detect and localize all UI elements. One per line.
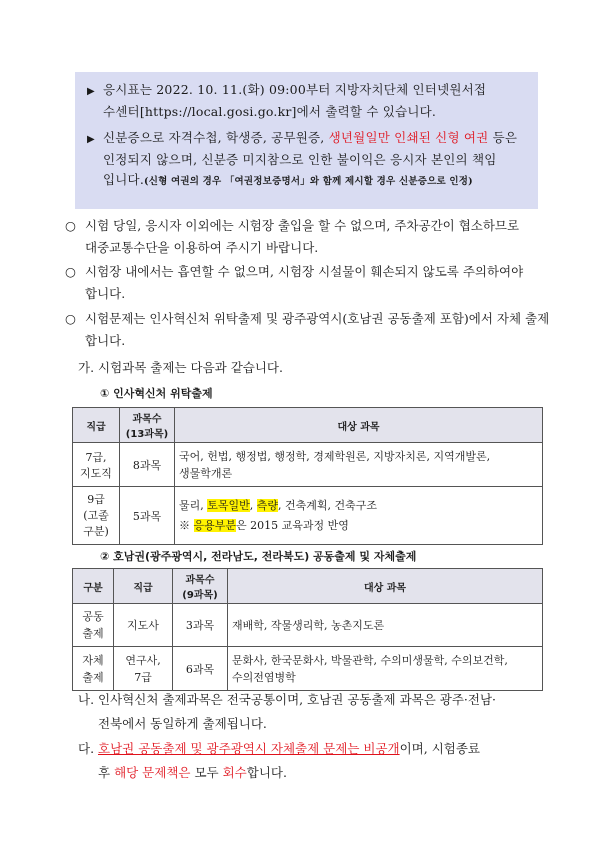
- table2-header-grade: 직급: [114, 569, 173, 604]
- passport-note: (신형 여권의 경우 「여권정보증명서」와 함께 제시할 경우 신분증으로 인정): [144, 176, 473, 187]
- table-row: [73, 604, 543, 647]
- bullet-1: ○ 시험 당일, 응시자 이외에는 시험장 출입을 할 수 없으며, 주차공간이 협소하므로: [65, 216, 519, 236]
- table2-r1-grade: 지도사: [114, 604, 173, 647]
- section-da-cont: 후 해당 문제책은 모두 회수합니다.: [98, 765, 287, 780]
- section-na: 나. 인사혁신처 출제과목은 전국공통이며, 호남권 공동출제 과목은 광주·전남·: [78, 692, 497, 707]
- table2-r2-grade: 연구사, 7급: [114, 647, 173, 691]
- table2-title: ② 호남권(광주광역시, 전라남도, 전라북도) 공동출제 및 자체출제: [100, 550, 417, 563]
- table2-r1-count: 3과목: [173, 604, 228, 647]
- table-row: [73, 647, 543, 691]
- table2-header-type: 구분: [73, 569, 114, 604]
- triangle-bullet-icon: ▶: [87, 134, 95, 145]
- new-passport-warning: 생년월일만 인쇄된 신형 여권: [328, 130, 489, 145]
- highlight-survey: 측량: [256, 498, 279, 512]
- table1: [72, 407, 543, 545]
- table2-header-count: 과목수 (9과목): [173, 569, 228, 604]
- bullet-3-cont: 합니다.: [85, 333, 126, 348]
- table1-header-grade: 직급: [73, 408, 120, 443]
- notice-item-2: ▶ 신분증으로 자격수첩, 학생증, 공무원증, 생년월일만 인쇄된 신형 여권 등은: [87, 128, 528, 150]
- highlight-applied: 응용부분: [193, 518, 237, 532]
- bullet-2-cont: 합니다.: [85, 286, 126, 301]
- table-row: [73, 443, 543, 487]
- table1-header-subjects: 대상 과목: [175, 408, 543, 443]
- bullet-1-cont: 대중교통수단을 이용하여 주시기 바랍니다.: [85, 240, 319, 255]
- table1-header-count: 과목수 (13과목): [120, 408, 175, 443]
- table1-r1-count: 8과목: [120, 443, 175, 487]
- notice-url-line: 수센터[https://local.gosi.go.kr]에서 출력할 수 있습니다.: [103, 104, 437, 119]
- table1-r2-subjects: 물리, 토목일반, 측량, 건축계획, 건축구조 ※ 응용부분은 2015 교육과정 반영: [175, 487, 543, 545]
- table2-header-subjects: 대상 과목: [228, 569, 543, 604]
- nondisclosure-warning: 호남권 공동출제 및 광주광역시 자체출제 문제는 비공개: [98, 741, 400, 756]
- collect-warning: 회수: [222, 765, 247, 780]
- triangle-bullet-icon: ▶: [87, 86, 95, 97]
- circle-bullet-icon: ○: [65, 311, 76, 326]
- table2: [72, 568, 543, 691]
- table2-r2-count: 6과목: [173, 647, 228, 691]
- bullet-3: ○ 시험문제는 인사혁신처 위탁출제 및 광주광역시(호남권 공동출제 포함)에서 자체 출제: [65, 309, 549, 329]
- notice-box: ▶ 응시표는 2022. 10. 11.(화) 09:00부터 지방자치단체 인터넷원서접 수센터[https://local.gosi.go.kr]에서 출력할 수 있습니다. ▶ 신분증으로 자격수첩, 학생증, 공무원증, 생년월일만 인쇄된 신형 여권 등은 인정되지 않으며, 신분증 미지참으로 인한 불이익은 응시자 본인의 책임 입니다.(신형 여권의 경우 「여권정보증명서」와 함께 제시할 경우 신분증으로 인정): [75, 72, 538, 209]
- table1-r2-grade: 9급 (고졸 구분): [73, 487, 120, 545]
- table2-r2-subjects: 문화사, 한국문화사, 박물관학, 수의미생물학, 수의보건학, 수의전염병학: [228, 647, 543, 691]
- table2-r2-type: 자체 출제: [73, 647, 114, 691]
- section-na-cont: 전북에서 동일하게 출제됩니다.: [98, 716, 267, 731]
- table2-r1-subjects: 재배학, 작물생리학, 농촌지도론: [228, 604, 543, 647]
- booklet-warning: 해당 문제책은: [114, 765, 191, 780]
- notice-item-1: ▶ 응시표는 2022. 10. 11.(화) 09:00부터 지방자치단체 인터넷원서접: [87, 80, 528, 102]
- table1-r1-grade: 7급, 지도직: [73, 443, 120, 487]
- section-da: 다. 호남권 공동출제 및 광주광역시 자체출제 문제는 비공개이며, 시험종료: [78, 741, 481, 756]
- table2-r1-type: 공동 출제: [73, 604, 114, 647]
- table-row: [73, 487, 543, 545]
- table1-title: ① 인사혁신처 위탁출제: [100, 387, 213, 400]
- table1-r2-count: 5과목: [120, 487, 175, 545]
- bullet-2: ○ 시험장 내에서는 흡연할 수 없으며, 시험장 시설물이 훼손되지 않도록 주의하여야: [65, 262, 523, 282]
- highlight-civil: 토목일반: [207, 498, 250, 512]
- circle-bullet-icon: ○: [65, 218, 76, 233]
- circle-bullet-icon: ○: [65, 264, 76, 279]
- table1-r1-subjects: 국어, 헌법, 행정법, 행정학, 경제학원론, 지방자치론, 지역개발론, 생물학개론: [175, 443, 543, 487]
- section-ga: 가. 시험과목 출제는 다음과 같습니다.: [78, 360, 283, 375]
